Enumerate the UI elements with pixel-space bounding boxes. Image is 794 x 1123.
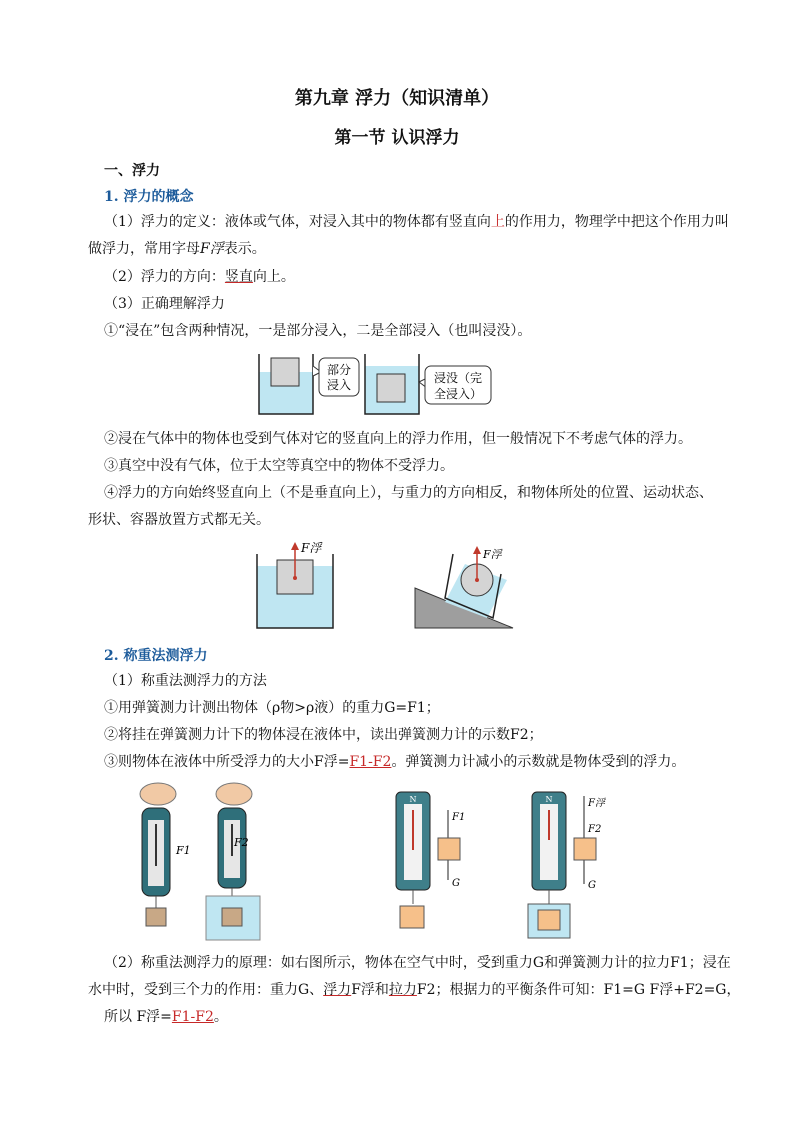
direction-line: （2）浮力的方向：竖直向上。: [104, 269, 295, 285]
item-1: ①“浸在”包含两种情况，一是部分浸入，二是全部浸入（也叫浸没）。: [104, 323, 532, 339]
spring-scale-figure: [128, 780, 688, 946]
principle-line-2: 水中时，受到三个力的作用：重力G、浮力F浮和拉力F2；根据力的平衡条件可知：F1=G F浮+F2=G，: [88, 982, 741, 998]
section-title: 第一节 认识浮力: [334, 128, 460, 148]
method-heading: （1）称重法测浮力的方法: [104, 673, 267, 689]
subheading-weighing: 2. 称重法测浮力: [104, 648, 208, 664]
scale-unit-right: N: [545, 795, 553, 804]
step-1: ①用弹簧测力计测出物体（ρ物>ρ液）的重力G=F1；: [104, 700, 440, 716]
bubble-partial-line2: 浸入: [326, 378, 352, 392]
understand-heading: （3）正确理解浮力: [104, 296, 225, 312]
buoyancy-direction-figure: [255, 536, 525, 636]
page-title: 第九章 浮力（知识清单）: [294, 88, 500, 109]
f-buoy-label-right: F浮: [483, 548, 502, 561]
principle-line-1: （2）称重法测浮力的原理：如右图所示，物体在空气中时，受到重力G和弹簧测力计的拉力F1；浸在: [104, 955, 731, 971]
step-3: ③则物体在液体中所受浮力的大小F浮=F1-F2。弹簧测力计减小的示数就是物体受到的浮力。: [104, 754, 686, 770]
label-g-diagram-left: G: [452, 878, 460, 889]
label-f1-diagram: F1: [452, 812, 466, 823]
immersion-figure: [255, 352, 515, 422]
item-4-line-1: ④浮力的方向始终竖直向上（不是垂直向上），与重力的方向相反，和物体所处的位置、运动状态、: [104, 485, 713, 501]
label-f1-hand: F1: [176, 844, 191, 857]
label-g-diagram-right: G: [588, 880, 596, 891]
item-4-line-2: 形状、容器放置方式都无关。: [88, 512, 270, 528]
part-heading: 一、浮力: [104, 163, 160, 179]
definition-line-2: 做浮力，常用字母F浮表示。: [88, 241, 266, 257]
item-2: ②浸在气体中的物体也受到气体对它的竖直向上的浮力作用，但一般情况下不考虑气体的浮力。: [104, 431, 692, 447]
scale-unit-left: N: [409, 795, 417, 804]
bubble-full-line2: 全浸入）: [433, 387, 483, 401]
bubble-partial-line1: 部分: [326, 363, 352, 377]
label-fbuoy-diagram: F浮: [588, 798, 605, 809]
bubble-full-line1: 浸没（完: [433, 371, 483, 385]
conclusion-line: 所以 F浮=F1-F2。: [104, 1009, 228, 1025]
f-buoy-label-left: F浮: [301, 541, 322, 555]
label-f2-hand: F2: [234, 836, 249, 849]
item-3: ③真空中没有气体，位于太空等真空中的物体不受浮力。: [104, 458, 454, 474]
step-2: ②将挂在弹簧测力计下的物体浸在液体中，读出弹簧测力计的示数F2；: [104, 727, 543, 743]
subheading-concept: 1. 浮力的概念: [104, 189, 194, 205]
label-f2-diagram: F2: [588, 824, 602, 835]
definition-line-1: （1）浮力的定义：液体或气体，对浸入其中的物体都有竖直向上的作用力，物理学中把这个作用力叫: [104, 214, 729, 230]
